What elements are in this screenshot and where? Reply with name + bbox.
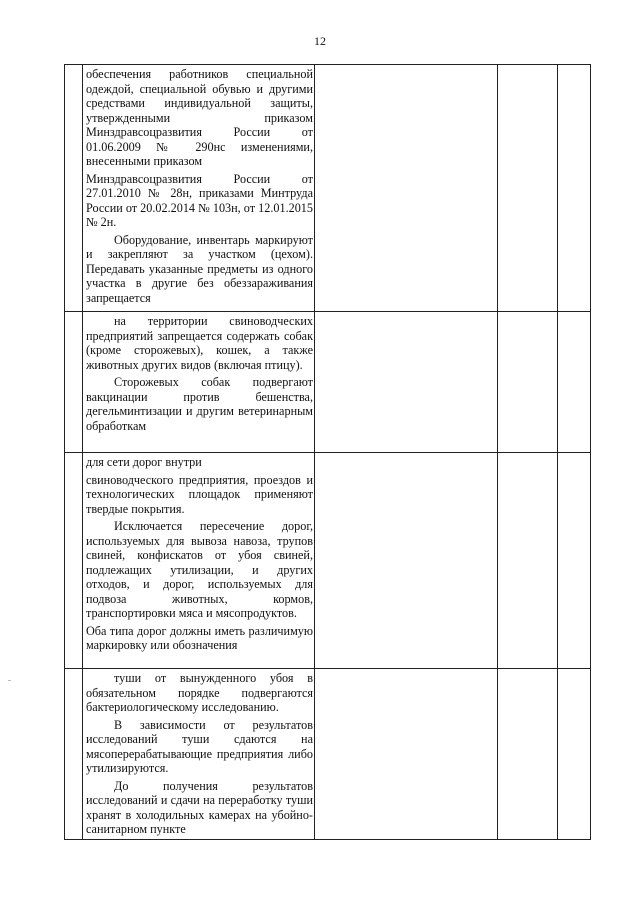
paragraph: До получения результатов исследований и сдачи на переработку туши хранят в холодильных камерах на убойно-санитарном пункте: [86, 778, 313, 836]
paragraph: В зависимости от результатов исследований туши сдаются на мясоперерабатывающие предприятия либо утилизируются.: [86, 717, 313, 775]
empty-cell: [315, 453, 498, 669]
scan-mark: [8, 680, 11, 681]
empty-cell: [558, 669, 591, 840]
empty-cell: [315, 669, 498, 840]
row-number-cell: [65, 65, 83, 312]
paragraph: Оба типа дорог должны иметь различимую маркировку или обозначения: [86, 623, 313, 652]
table-row: [65, 65, 591, 312]
paragraph: Сторожевых собак подвергают вакцинации против бешенства, дегельминтизации и другим ветеринарным обработкам: [86, 375, 313, 433]
row-number-cell: [65, 312, 83, 453]
empty-cell: [315, 312, 498, 453]
empty-cell: [315, 65, 498, 312]
paragraph: Исключается пересечение дорог, используемых для вывоза навоза, трупов свиней, конфискатов от убоя свиней, подлежащих утилизации, и других отходов, и дорог, используемых для подвоза животных, кормов, транспортировки мяса и мясопродуктов.: [86, 519, 313, 620]
requirement-text-cell: [83, 312, 315, 453]
empty-cell: [498, 453, 558, 669]
table-row: [65, 312, 591, 453]
table-row: [65, 453, 591, 669]
paragraph: обеспечения работников специальной одеждой, специальной обувью и другими средствами индивидуальной защиты, утвержденными приказом Минздравсоцразвития России от 01.06.2009 № 290нс изменениями, внесенными приказом: [86, 67, 313, 168]
requirement-text-cell: [83, 65, 315, 312]
row-number-cell: [65, 453, 83, 669]
empty-cell: [498, 312, 558, 453]
paragraph: на территории свиноводческих предприятий запрещается содержать собак (кроме сторожевых), кошек, а также животных других видов (включая птицу).: [86, 314, 313, 372]
paragraph: для сети дорог внутри: [86, 455, 202, 469]
empty-cell: [558, 312, 591, 453]
paragraph: Минздравсоцразвития России от 27.01.2010 № 28н, приказами Минтруда России от 20.02.2014 № 103н, от 12.01.2015 № 2н.: [86, 171, 313, 229]
requirements-table: [64, 64, 591, 840]
paragraph: Оборудование, инвентарь маркируют и закрепляют за участком (цехом). Передавать указанные предметы из одного участка в другие без обеззараживания запрещается: [86, 232, 313, 305]
paragraph: туши от вынужденного убоя в обязательном порядке подвергаются бактериологическому исследованию.: [86, 671, 313, 714]
requirement-text-cell: [83, 669, 315, 840]
empty-cell: [498, 65, 558, 312]
requirement-text-cell: [83, 453, 315, 669]
empty-cell: [558, 453, 591, 669]
page-number: 12: [314, 34, 326, 48]
empty-cell: [498, 669, 558, 840]
paragraph: свиноводческого предприятия, проездов и технологических площадок применяют твердые покрытия.: [86, 472, 313, 516]
row-number-cell: [65, 669, 83, 840]
empty-cell: [558, 65, 591, 312]
table-row: [65, 669, 591, 840]
